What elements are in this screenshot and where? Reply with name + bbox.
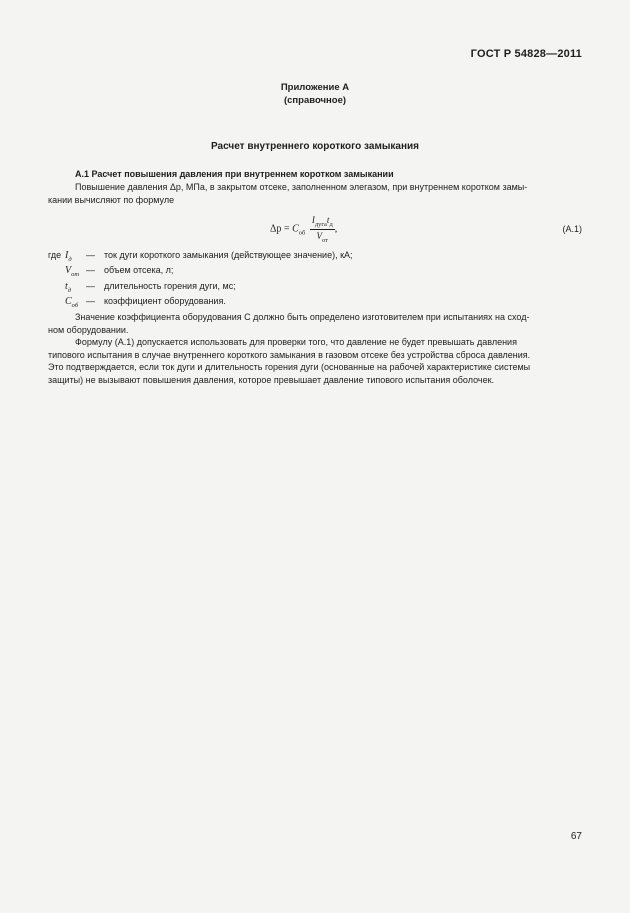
section-heading: А.1 Расчет повышения давления при внутреннем коротком замыкании (75, 169, 394, 179)
formula-equals: = (281, 223, 293, 235)
paragraph-line: защиты) не вызывают повышения давления, которое превышает давление типового испытания оболочек. (48, 374, 495, 385)
definition-dash: — (86, 265, 95, 275)
denominator-v: V (316, 230, 323, 241)
paragraph-line: ном оборудовании. (48, 324, 129, 335)
intro-paragraph (48, 181, 584, 206)
definition-dash: — (86, 281, 95, 291)
equation-number: (А.1) (562, 224, 582, 234)
intro-line-1: Повышение давления Δp, МПа, в закрытом отсеке, заполненном элегазом, при внутреннем коротком замы- (75, 182, 528, 192)
usage-paragraph (48, 336, 584, 386)
formula-fraction (310, 215, 335, 244)
definition-symbol (65, 296, 83, 309)
standard-number: ГОСТ Р 54828—2011 (470, 48, 582, 60)
appendix-type: (справочное) (283, 95, 347, 106)
definition-text: ток дуги короткого замыкания (действующее значение), кА; (104, 250, 353, 260)
numerator-i-sub: дуга (314, 220, 327, 228)
symbol-letter: I (65, 250, 69, 261)
formula-lhs: Δp (270, 223, 282, 235)
definition-symbol (65, 281, 83, 294)
symbol-letter: C (65, 296, 72, 307)
numerator-t-sub: д (329, 220, 333, 228)
definition-text: длительность горения дуги, мс; (104, 281, 236, 291)
page-number: 67 (570, 831, 582, 842)
paragraph-line: типового испытания в случае внутреннего короткого замыкания в газовом отсеке без устройства сброса давления. (48, 349, 531, 360)
symbol-sub: об (71, 302, 79, 309)
intro-line-2: кании вычисляют по формуле (48, 194, 175, 205)
numerator-i: I (311, 215, 315, 225)
definition-symbol (65, 265, 83, 278)
definition-text: коэффициент оборудования. (104, 296, 226, 306)
formula-numerator (310, 215, 335, 230)
formula-coef-sub: об (298, 229, 306, 237)
symbol-sub: д (68, 256, 72, 263)
definition-dash: — (86, 296, 95, 306)
denominator-v-sub: от (322, 236, 329, 244)
paragraph-line: Это подтверждается, если ток дуги и длительность горения дуги (основанные на рабочей характеристике системы (48, 362, 531, 372)
formula-tail: , (334, 223, 338, 235)
symbol-sub: д (67, 287, 72, 294)
formula-coef: C (292, 223, 299, 235)
symbol-letter: V (65, 265, 72, 276)
paragraph-line: Формулу (А.1) допускается использовать для проверки того, что давление не будет превышать давления (75, 337, 517, 347)
definition-symbol (65, 250, 83, 263)
coefficient-paragraph (48, 311, 584, 336)
symbol-letter: t (65, 281, 68, 292)
paragraph-line: Значение коэффициента оборудования C должно быть определено изготовителем при испытаниях на сход- (75, 312, 530, 322)
formula-denominator (310, 230, 335, 244)
appendix-title: Расчет внутреннего короткого замыкания (211, 141, 419, 152)
numerator-t: t (326, 215, 330, 225)
definition-dash: — (86, 250, 95, 260)
definition-text: объем отсека, л; (104, 265, 174, 275)
symbol-sub: от (71, 271, 80, 278)
formula-a1 (270, 215, 337, 244)
where-label: где (48, 250, 62, 260)
appendix-label: Приложение А (280, 82, 350, 93)
